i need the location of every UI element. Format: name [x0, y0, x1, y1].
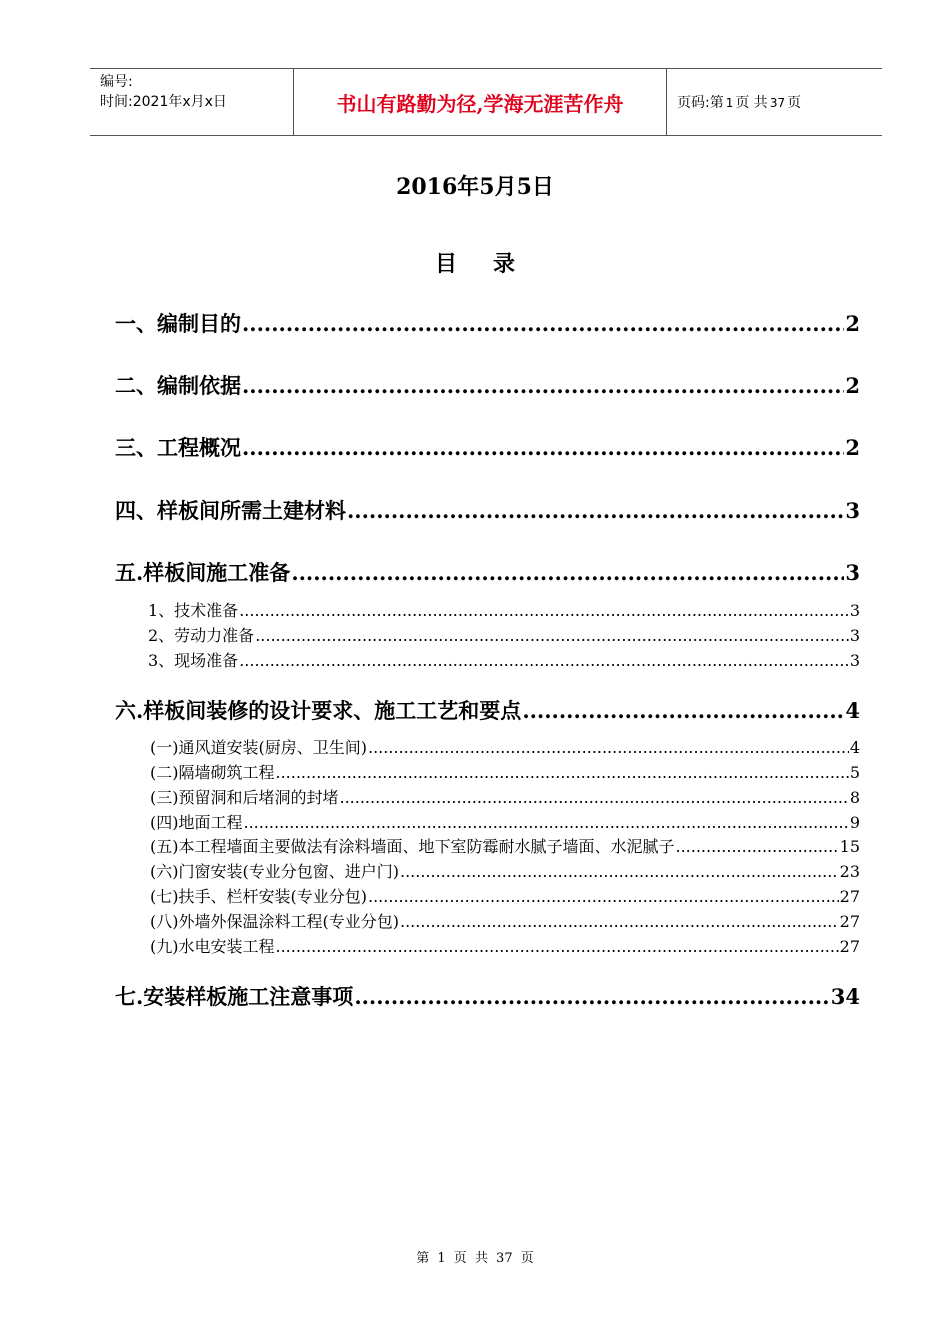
toc-entry-page: 4	[849, 738, 860, 757]
toc-entry-page: 2	[845, 373, 860, 398]
toc-leader	[368, 737, 849, 759]
toc-entry-page: 4	[845, 698, 860, 723]
toc-entry-page: 27	[839, 937, 860, 956]
toc-entry-label: 六.样板间装修的设计要求、施工工艺和要点	[115, 698, 522, 723]
toc-entry-label: 3、现场准备	[148, 651, 239, 670]
toc-leader	[368, 886, 839, 908]
toc-leader	[676, 836, 839, 858]
header-motto-cell	[293, 69, 667, 135]
code-label: 编号:	[100, 74, 133, 90]
toc-entry-page: 2	[845, 311, 860, 336]
page-suffix: 页	[787, 95, 802, 111]
toc-entry-page: 9	[849, 813, 860, 832]
page-header	[90, 68, 882, 136]
page-mid: 页 共	[735, 95, 768, 111]
time-label: 时间:2021年x月x日	[100, 94, 227, 110]
toc-entry-label: (一)通风道安装(厨房、卫生间)	[150, 738, 367, 757]
toc-entry-page: 23	[839, 862, 860, 881]
toc-entry-5-1[interactable]	[148, 600, 860, 622]
toc-entry-page: 15	[839, 837, 860, 856]
toc-entry-label: 一、编制目的	[115, 311, 241, 336]
toc-entry-label: (九)水电安装工程	[150, 937, 275, 956]
toc-entry-5-3[interactable]	[148, 650, 860, 672]
toc-entry-page: 3	[849, 601, 860, 620]
toc-leader	[276, 762, 849, 784]
toc-entry-label: (四)地面工程	[150, 813, 243, 832]
toc-entry-label: 2、劳动力准备	[148, 626, 255, 645]
toc-leader	[347, 496, 844, 526]
page-label: 页码:第	[677, 95, 724, 111]
toc-entry-6-2[interactable]	[150, 762, 860, 784]
toc-entry-4[interactable]	[115, 496, 860, 526]
toc-entry-label: (八)外墙外保温涂料工程(专业分包)	[150, 912, 399, 931]
toc-entry-5[interactable]	[115, 558, 860, 588]
toc-entry-label: 二、编制依据	[115, 373, 241, 398]
toc-entry-6[interactable]	[115, 696, 860, 726]
toc-entry-page: 3	[845, 498, 860, 523]
toc-entry-label: 七.安装样板施工注意事项	[115, 984, 354, 1009]
toc-leader	[255, 625, 849, 647]
toc-leader	[239, 600, 849, 622]
toc-entry-7[interactable]	[115, 982, 860, 1012]
toc-entry-page: 3	[849, 626, 860, 645]
toc-leader	[340, 787, 849, 809]
toc-entry-page: 27	[839, 887, 860, 906]
toc-entry-page: 3	[845, 560, 860, 585]
toc-entry-3[interactable]	[115, 433, 860, 463]
toc-entry-6-3[interactable]	[150, 787, 860, 809]
toc-leader	[291, 558, 844, 588]
toc-leader	[400, 861, 839, 883]
toc-entry-6-4[interactable]	[150, 812, 860, 834]
header-left	[90, 69, 293, 135]
page-footer: 第 1 页 共 37 页	[416, 1251, 534, 1266]
toc-title: 目录	[434, 251, 551, 277]
toc-leader	[242, 309, 844, 339]
toc-entry-label: 五.样板间施工准备	[115, 560, 291, 585]
toc-entry-6-1[interactable]	[150, 737, 860, 759]
toc-entry-6-6[interactable]	[150, 861, 860, 883]
motto: 书山有路勤为径,学海无涯苦作舟	[336, 91, 624, 116]
toc-entry-6-8[interactable]	[150, 911, 860, 933]
toc-entry-page: 34	[830, 984, 860, 1009]
toc-leader	[239, 650, 849, 672]
toc-entry-page: 5	[849, 763, 860, 782]
toc-entry-label: 1、技术准备	[148, 601, 239, 620]
toc-entry-label: (五)本工程墙面主要做法有涂料墙面、地下室防霉耐水腻子墙面、水泥腻子	[150, 837, 675, 856]
toc-entry-label: (七)扶手、栏杆安装(专业分包)	[150, 887, 367, 906]
toc-entry-1[interactable]	[115, 309, 860, 339]
header-page-info	[667, 69, 882, 135]
toc-leader	[242, 433, 844, 463]
toc-entry-label: 三、工程概况	[115, 435, 241, 460]
page-total: 37	[769, 96, 786, 110]
document-date: 2016年5月5日	[396, 174, 554, 200]
toc-entry-label: (二)隔墙砌筑工程	[150, 763, 275, 782]
toc-entry-label: (三)预留洞和后堵洞的封堵	[150, 788, 339, 807]
toc-leader	[244, 812, 849, 834]
toc-entry-page: 2	[845, 435, 860, 460]
toc-entry-page: 8	[849, 788, 860, 807]
toc-leader	[522, 696, 844, 726]
toc-entry-2[interactable]	[115, 371, 860, 401]
toc-leader	[242, 371, 844, 401]
toc-leader	[276, 936, 839, 958]
toc-entry-6-9[interactable]	[150, 936, 860, 958]
toc-entry-label: (六)门窗安装(专业分包窗、进户门)	[150, 862, 399, 881]
page-current: 1	[725, 96, 734, 110]
toc-leader	[400, 911, 839, 933]
toc-entry-page: 3	[849, 651, 860, 670]
toc-entry-page: 27	[839, 912, 860, 931]
toc-entry-6-5[interactable]	[150, 836, 860, 858]
toc-entry-6-7[interactable]	[150, 886, 860, 908]
toc-entry-5-2[interactable]	[148, 625, 860, 647]
toc-leader	[354, 982, 829, 1012]
toc-entry-label: 四、样板间所需土建材料	[115, 498, 346, 523]
